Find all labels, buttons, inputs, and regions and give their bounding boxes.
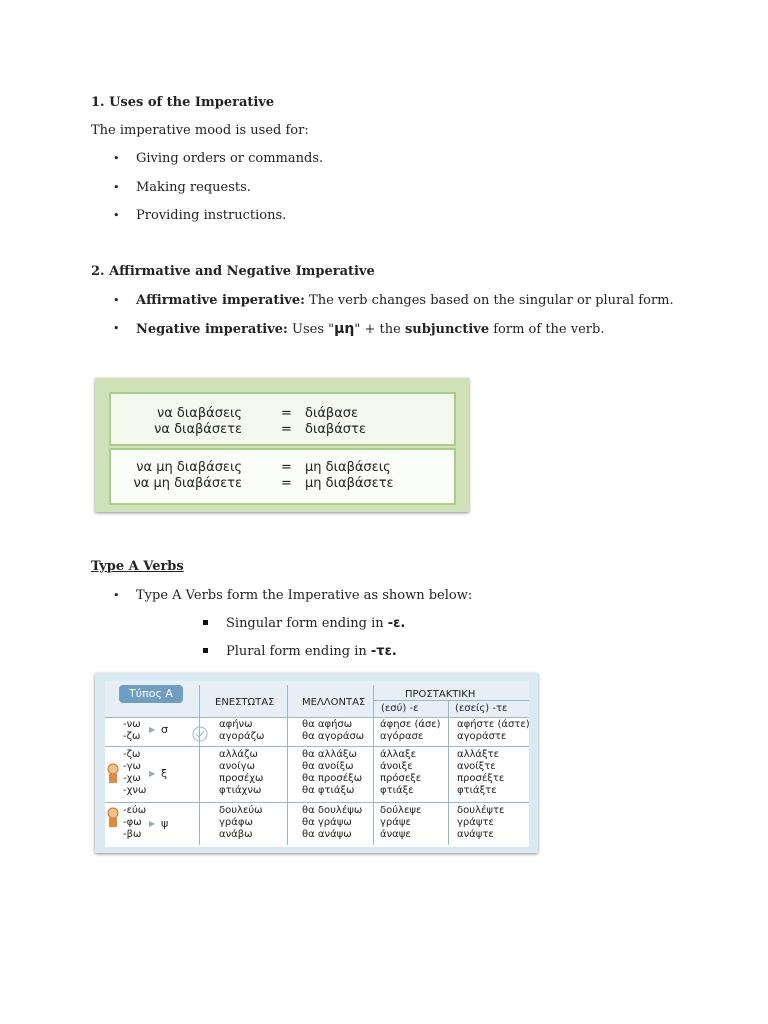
bullet-icon: •: [113, 209, 120, 222]
bullet-icon: •: [113, 181, 120, 194]
bullet-icon: •: [113, 152, 120, 165]
negative-word: μη: [334, 321, 355, 337]
arrow-icon: ▶: [149, 725, 156, 734]
plural-text: Plural form ending in: [226, 644, 371, 659]
row-divider: [105, 746, 529, 747]
row-right: μη διαβάσεις: [305, 460, 391, 475]
square-bullet-icon: [203, 620, 208, 625]
type-a-verb-table: [95, 673, 538, 853]
negative-box: [109, 448, 456, 505]
equals-sign: =: [281, 476, 292, 491]
affirmative-box: [109, 392, 456, 446]
header-imperative: ΠΡΟΣΤΑΚΤΙΚΗ: [405, 689, 476, 700]
equals-sign: =: [281, 406, 292, 421]
section-1-heading: 1. Uses of the Imperative: [91, 95, 275, 110]
arrow-icon: ▶: [149, 769, 156, 778]
section-1-intro: The imperative mood is used for:: [91, 123, 309, 138]
singular-cell: άφησε (άσε) αγόρασε: [380, 719, 441, 742]
present-cell: δουλεύω γράφω ανάβω: [219, 805, 263, 840]
header-future: ΜΕΛΛΟΝΤΑΣ: [302, 697, 366, 708]
singular-cell: άλλαξε άνοιξε πρόσεξε φτιάξε: [380, 749, 422, 796]
row-left: να μη διαβάσετε: [133, 476, 242, 491]
type-a-bullet: Type A Verbs form the Imperative as shown below:: [136, 588, 473, 603]
child-illustration-icon: [106, 807, 120, 829]
consonant-cell: ψ: [161, 817, 169, 830]
present-cell: αφήνω αγοράζω: [219, 719, 265, 742]
type-a-heading: Type A Verbs: [91, 559, 184, 574]
consonant-cell: ξ: [161, 767, 168, 780]
future-cell: θα αφήσω θα αγοράσω: [302, 719, 365, 742]
plural-ending: -τε.: [370, 644, 397, 659]
plural-cell: δουλέψτε γράψτε ανάψτε: [457, 805, 505, 840]
section-2-heading: 2. Affirmative and Negative Imperative: [91, 264, 375, 279]
list-item: Providing instructions.: [136, 208, 287, 223]
equals-sign: =: [281, 460, 292, 475]
negative-pre: Uses ": [287, 322, 335, 337]
affirmative-text: The verb changes based on the singular or plural form.: [304, 293, 674, 308]
plural-cell: αφήστε (άστε) αγοράστε: [457, 719, 530, 742]
row-left: να διαβάσεις: [156, 406, 242, 421]
future-cell: θα δουλέψω θα γράψω θα ανάψω: [302, 805, 363, 840]
row-left: να διαβάσετε: [154, 422, 242, 437]
negative-item: [136, 321, 604, 337]
table-panel: [105, 681, 529, 847]
square-bullet-icon: [203, 648, 208, 653]
table-title: Τύπος Α: [119, 685, 183, 703]
future-cell: θα αλλάξω θα ανοίξω θα προσέξω θα φτιάξω: [302, 749, 363, 796]
check-circle-icon: [191, 725, 209, 743]
arrow-icon: ▶: [149, 819, 156, 828]
endings-cell: -εύω -φω -βω: [123, 805, 147, 840]
consonant-cell: σ: [161, 723, 168, 736]
header-singular: (εσύ) -ε: [381, 703, 419, 714]
column-divider: [287, 685, 288, 845]
singular-item: [226, 616, 405, 631]
row-divider: [105, 802, 529, 803]
column-divider: [448, 701, 449, 845]
header-plural: (εσείς) -τε: [455, 703, 508, 714]
plural-cell: αλλάξτε ανοίξτε προσέξτε φτιάξτε: [457, 749, 505, 796]
negative-mid: " + the: [354, 322, 405, 337]
row-right: διαβάστε: [305, 422, 366, 437]
row-divider: [105, 717, 529, 718]
plural-item: [226, 644, 397, 659]
row-right: μη διαβάσετε: [305, 476, 394, 491]
column-divider: [373, 685, 374, 845]
row-left: να μη διαβάσεις: [136, 460, 242, 475]
list-item: Making requests.: [136, 180, 251, 195]
imperative-equivalence-figure: [95, 378, 469, 512]
negative-post: form of the verb.: [489, 322, 605, 337]
present-cell: αλλάζω ανοίγω προσέχω φτιάχνω: [219, 749, 264, 796]
equals-sign: =: [281, 422, 292, 437]
singular-text: Singular form ending in: [226, 616, 388, 631]
list-item: Giving orders or commands.: [136, 151, 324, 166]
bullet-icon: •: [113, 589, 120, 602]
header-present: ΕΝΕΣΤΩΤΑΣ: [215, 697, 275, 708]
endings-cell: -ζω -γω -χω -χνω: [123, 749, 147, 796]
negative-label: Negative imperative:: [136, 322, 288, 337]
singular-cell: δούλεψε γράψε άναψε: [380, 805, 422, 840]
affirmative-label: Affirmative imperative:: [136, 293, 305, 308]
negative-bold: subjunctive: [404, 322, 490, 337]
bullet-icon: •: [113, 294, 120, 307]
singular-ending: -ε.: [387, 616, 406, 631]
endings-cell: -νω -ζω: [123, 719, 141, 742]
affirmative-item: [136, 293, 674, 308]
row-divider: [373, 700, 529, 701]
column-divider: [199, 685, 200, 845]
row-right: διάβασε: [305, 406, 359, 421]
bullet-icon: •: [113, 322, 120, 335]
child-illustration-icon: [106, 763, 120, 785]
